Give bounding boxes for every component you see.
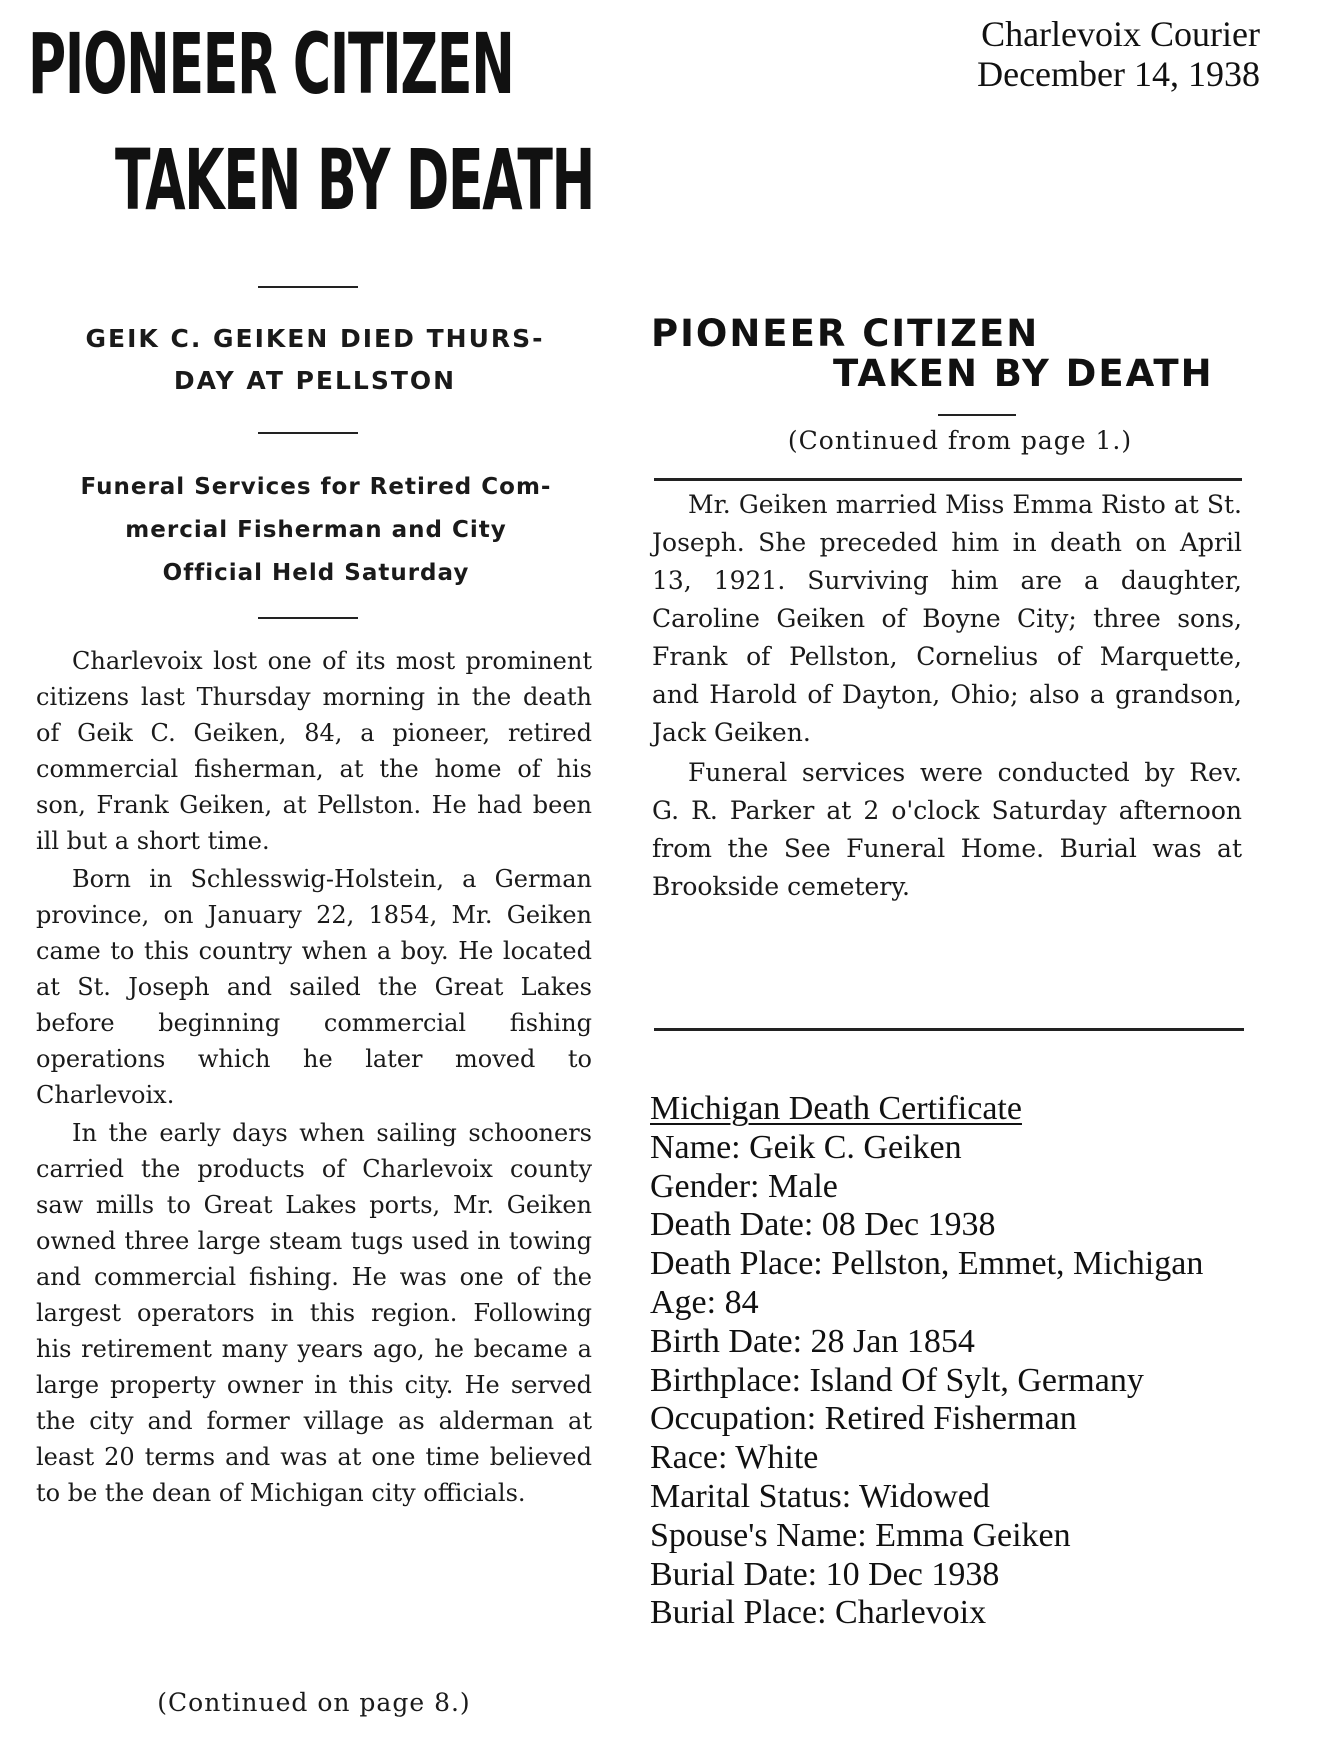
article-paragraph: Charlevoix lost one of its most prominent citizens last Thursday morning in the death of Geik C. Geiken, 84, a pioneer, retired commercial fisherman, at the home of his son, Frank Geiken, at Pellston. He had been ill but a short time.: [36, 647, 592, 855]
divider: [258, 617, 358, 619]
certificate-title: Michigan Death Certificate: [650, 1090, 1022, 1127]
certificate-field: Burial Place: Charlevoix: [650, 1594, 987, 1632]
certificate-field: Death Date: 08 Dec 1938: [650, 1206, 996, 1244]
continuation-paragraph: Funeral services were conducted by Rev. G. R. Parker at 2 o'clock Saturday afternoon from the See Funeral Home. Burial was at Brookside cemetery.: [652, 758, 1242, 901]
article-headline-line1: PIONEER CITIZEN: [28, 15, 514, 113]
certificate-field: Burial Date: 10 Dec 1938: [650, 1555, 1000, 1593]
divider: [258, 432, 358, 434]
article-paragraph: Born in Schlesswig-Holstein, a German province, on January 22, 1854, Mr. Geiken came to this country when a boy. He located at St. Joseph and sailed the Great Lakes before beginning commercial fishing operations which he later moved to Charlevoix.: [36, 865, 592, 1109]
continuation-headline-line2: TAKEN BY DEATH: [833, 352, 1214, 395]
divider: [654, 1028, 1244, 1031]
publication-date: December 14, 1938: [977, 54, 1260, 94]
continuation-body: [652, 486, 1242, 908]
certificate-field: Death Place: Pellston, Emmet, Michigan: [650, 1245, 1204, 1283]
article-deck: [22, 466, 610, 595]
certificate-field: Occupation: Retired Fisherman: [650, 1400, 1077, 1438]
article-subhead: [20, 318, 610, 402]
continuation-headline-line1: PIONEER CITIZEN: [651, 312, 1040, 355]
subhead-line: DAY AT PELLSTON: [173, 366, 457, 395]
certificate-field: Name: Geik C. Geiken: [650, 1128, 962, 1166]
continuation-paragraph: Mr. Geiken married Miss Emma Risto at St. Joseph. She preceded him in death on April 13, 1921. Surviving him are a daughter, Caroline Geiken of Boyne City; three sons, Frank of Pellston, Cornelius of Marquette, and Harold of Dayton, Ohio; also a grandson, Jack Geiken.: [652, 490, 1242, 747]
death-certificate: [650, 1090, 1320, 1633]
continued-on-note: (Continued on page 8.): [157, 1688, 471, 1717]
masthead: [840, 14, 1260, 94]
article-body: [36, 643, 592, 1513]
article-headline-line2: TAKEN BY DEATH: [115, 131, 594, 229]
certificate-field: Marital Status: Widowed: [650, 1477, 990, 1515]
certificate-field: Birthplace: Island Of Sylt, Germany: [650, 1361, 1144, 1399]
continued-from-note: (Continued from page 1.): [787, 426, 1133, 455]
deck-line: Funeral Services for Retired Com-: [80, 474, 552, 500]
newspaper-name: Charlevoix Courier: [981, 14, 1260, 54]
certificate-field: Age: 84: [650, 1283, 759, 1321]
divider: [938, 414, 1016, 416]
divider: [258, 286, 358, 288]
certificate-field: Birth Date: 28 Jan 1854: [650, 1322, 975, 1360]
certificate-field: Spouse's Name: Emma Geiken: [650, 1516, 1071, 1554]
article-paragraph: In the early days when sailing schooners carried the products of Charlevoix county saw mills to Great Lakes ports, Mr. Geiken owned three large steam tugs used in towing and commercial fishing. He was one of the largest operators in this region. Following his retirement many years ago, he became a large property owner in this city. He served the city and former village as alderman at least 20 terms and was at one time believed to be the dean of Michigan city officials.: [36, 1119, 592, 1507]
deck-line: Official Held Saturday: [162, 560, 470, 586]
deck-line: mercial Fisherman and City: [125, 517, 507, 543]
subhead-line: GEIK C. GEIKEN DIED THURS-: [85, 324, 545, 353]
certificate-field: Race: White: [650, 1439, 819, 1477]
divider: [654, 478, 1242, 481]
certificate-field: Gender: Male: [650, 1167, 838, 1205]
